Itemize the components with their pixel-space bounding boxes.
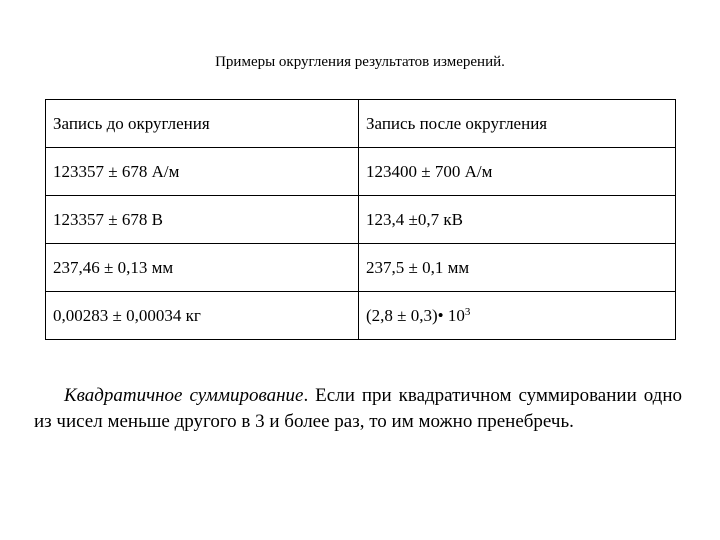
rounding-examples-table [45,99,676,340]
table-header-row [46,100,676,148]
before-cell: 123357 ± 678 А/м [46,148,359,196]
table-row [46,244,676,292]
before-cell: 123357 ± 678 В [46,196,359,244]
paragraph-text: . Если при квадратичном суммировании одно из чисел меньше другого в 3 и более раз, то им можно пренебречь. [34,385,683,432]
before-cell: 237,46 ± 0,13 мм [46,244,359,292]
header-after-cell: Запись после округления [359,100,676,148]
before-cell: 0,00283 ± 0,00034 кг [46,292,359,340]
table-caption: Примеры округления результатов измерений. [215,54,505,70]
after-cell [359,292,676,340]
after-cell: 237,5 ± 0,1 мм [359,244,676,292]
table-row [46,196,676,244]
after-value-base: (2,8 ± 0,3)• 10 [366,305,465,325]
after-cell: 123400 ± 700 А/м [359,148,676,196]
quadratic-summation-paragraph [34,383,682,435]
paragraph-term: Квадратичное суммирование [64,385,304,406]
after-cell: 123,4 ±0,7 кВ [359,196,676,244]
after-value-exponent: 3 [464,305,471,318]
header-before-cell: Запись до округления [46,100,359,148]
table-row [46,148,676,196]
table-row [46,292,676,340]
